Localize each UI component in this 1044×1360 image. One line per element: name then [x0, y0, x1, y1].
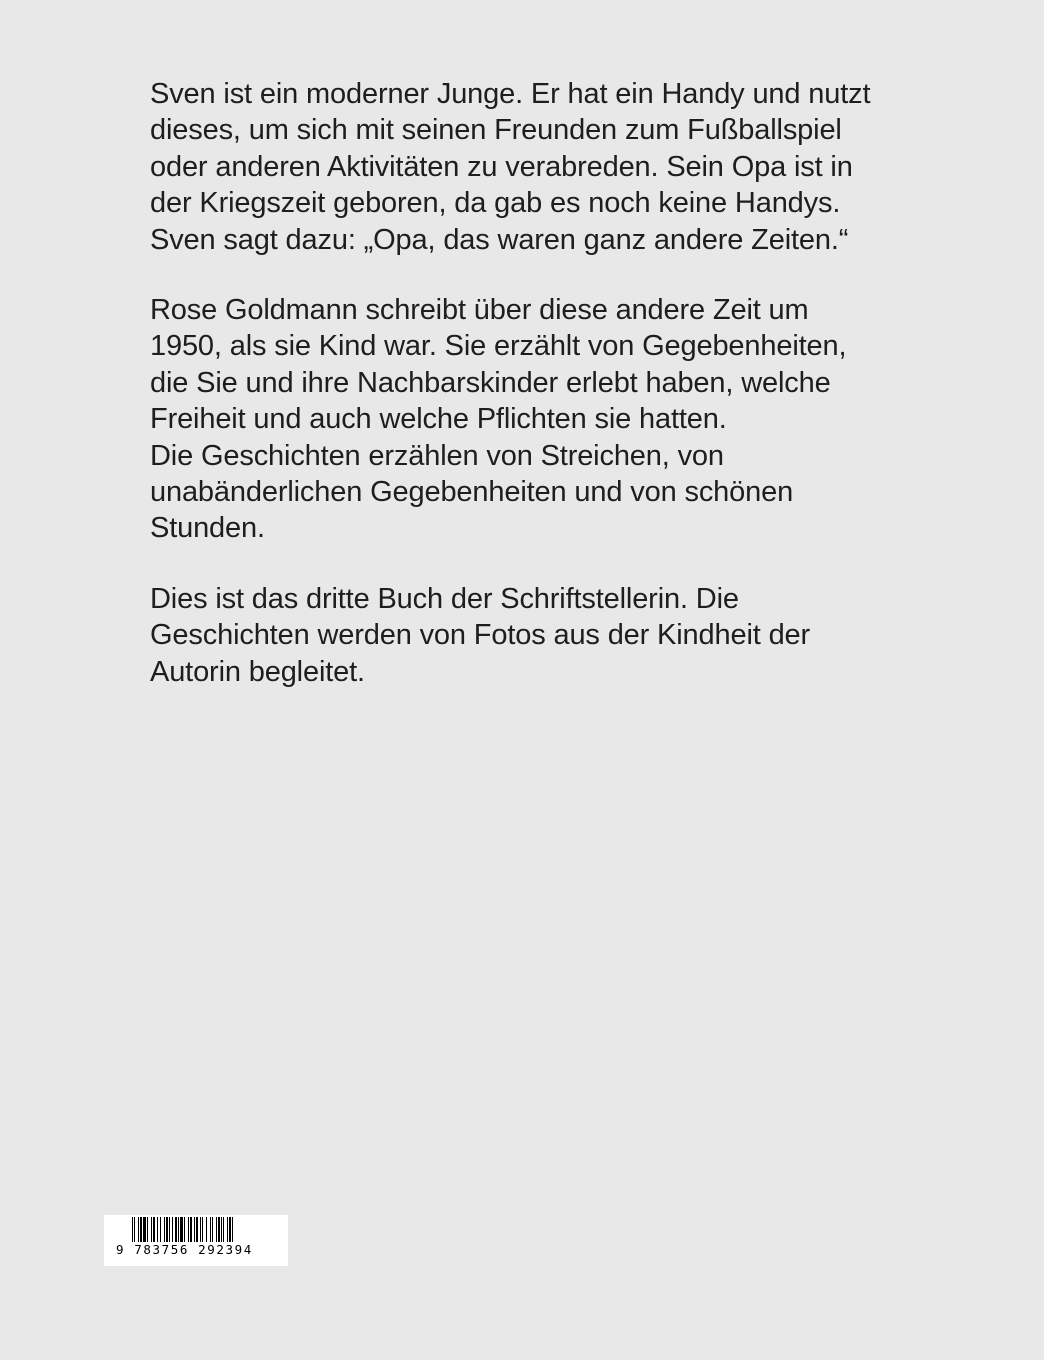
paragraph-3: [150, 581, 910, 690]
text-line: Sven ist ein moderner Junge. Er hat ein Handy und nutzt: [150, 78, 871, 110]
text-line: Autorin begleitet.: [150, 655, 365, 688]
text-line: Sven sagt dazu: „Opa, das waren ganz andere Zeiten.“: [150, 223, 849, 256]
text-line: Rose Goldmann schreibt über diese andere Zeit um: [150, 294, 809, 327]
blurb-text: [150, 76, 910, 724]
text-line: 1950, als sie Kind war. Sie erzählt von Gegebenheiten,: [150, 330, 847, 363]
isbn-barcode: [104, 1215, 288, 1266]
isbn-number: 9 783756 292394: [116, 1242, 253, 1257]
text-line: dieses, um sich mit seinen Freunden zum Fußballspiel: [150, 114, 842, 147]
text-line: Freiheit und auch welche Pflichten sie hatten.: [150, 403, 727, 436]
paragraph-1: [150, 76, 910, 258]
paragraph-2: [150, 292, 910, 547]
text-line: Die Geschichten erzählen von Streichen, von: [150, 439, 724, 472]
text-line: Geschichten werden von Fotos aus der Kindheit der: [150, 619, 811, 652]
text-line: unabänderlichen Gegebenheiten und von schönen: [150, 476, 794, 509]
text-line: Stunden.: [150, 512, 265, 545]
text-line: die Sie und ihre Nachbarskinder erlebt haben, welche: [150, 366, 831, 399]
text-line: Dies ist das dritte Buch der Schriftstellerin. Die: [150, 582, 739, 615]
text-line: der Kriegszeit geboren, da gab es noch keine Handys.: [150, 187, 841, 220]
text-line: oder anderen Aktivitäten zu verabreden. Sein Opa ist in: [150, 150, 853, 183]
